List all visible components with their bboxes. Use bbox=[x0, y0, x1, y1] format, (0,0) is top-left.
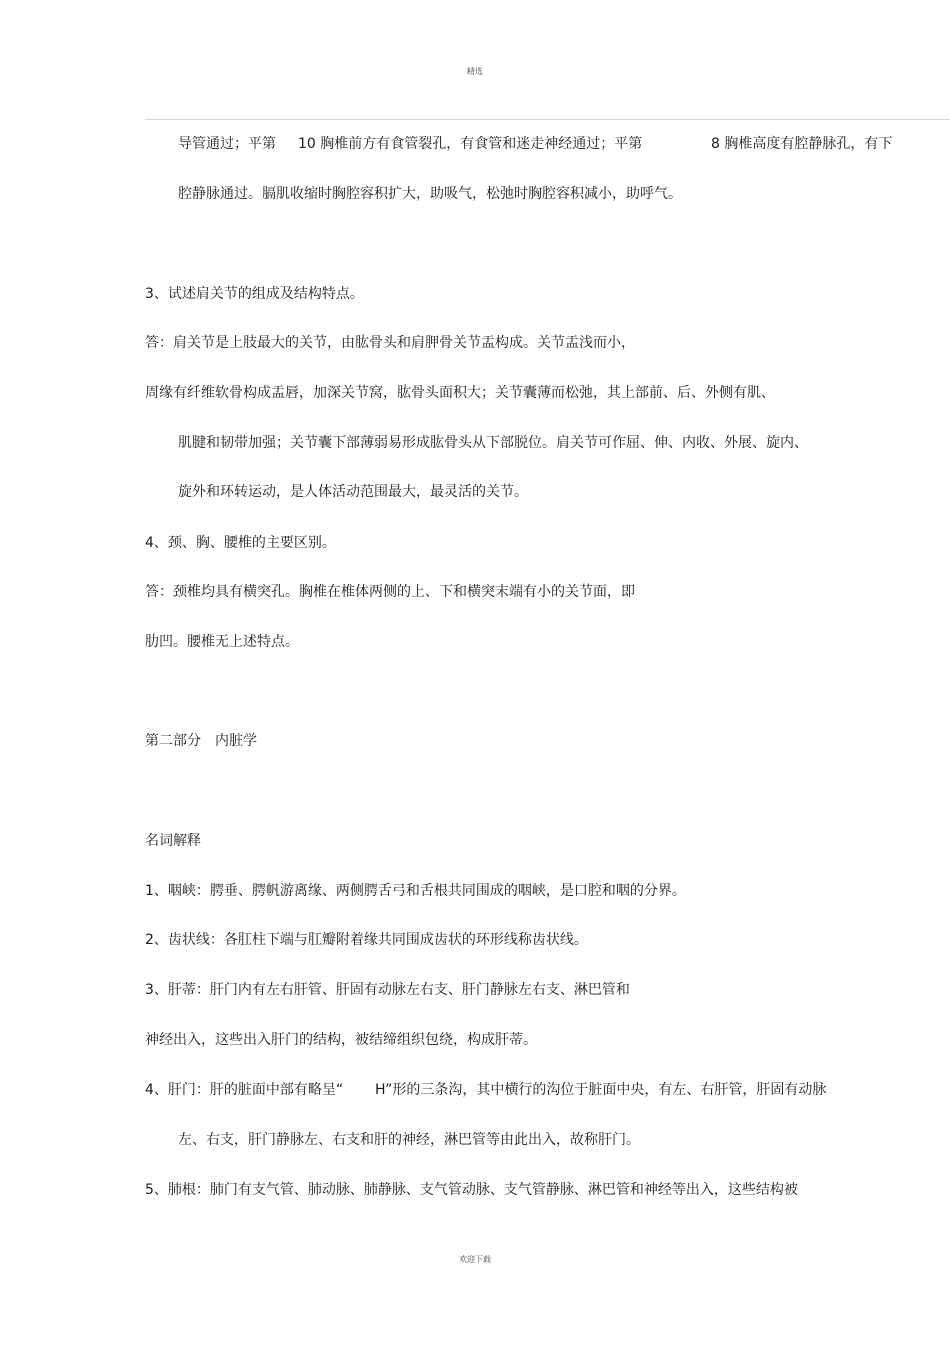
subsection-heading: 名词解释 bbox=[145, 833, 201, 849]
question-heading: 3、试述肩关节的组成及结构特点。 bbox=[145, 286, 364, 302]
term-definition: 2、齿状线：各肛柱下端与肛瓣附着缘共同围成齿状的环形线称齿状线。 bbox=[145, 932, 588, 948]
term-definition: 5、肺根：肺门有支气管、肺动脉、肺静脉、支气管动脉、支气管静脉、淋巴管和神经等出入，这些结构被 bbox=[145, 1182, 798, 1198]
answer-line: 答：肩关节是上肢最大的关节，由肱骨头和肩胛骨关节盂构成。关节盂浅而小， bbox=[145, 335, 635, 351]
section-heading: 第二部分 内脏学 bbox=[145, 733, 257, 749]
term-definition: 左、右支，肝门静脉左、右支和肝的神经，淋巴管等由此出入，故称肝门。 bbox=[178, 1132, 640, 1148]
answer-line: 答：颈椎均具有横突孔。胸椎在椎体两侧的上、下和横突末端有小的关节面，即 bbox=[145, 584, 635, 600]
answer-line: 肌腱和韧带加强；关节囊下部薄弱易形成肱骨头从下部脱位。肩关节可作屈、伸、内收、外展、旋内、 bbox=[178, 435, 808, 451]
term-definition: 3、肝蒂：肝门内有左右肝管、肝固有动脉左右支、肝门静脉左右支、淋巴管和 bbox=[145, 982, 630, 998]
term-definition: 1、咽峡：腭垂、腭帆游离缘、两侧腭舌弓和舌根共同围成的咽峡，是口腔和咽的分界。 bbox=[145, 883, 686, 899]
paragraph-line: 8 胸椎高度有腔静脉孔，有下 bbox=[711, 136, 893, 152]
paragraph-line: 导管通过；平第 bbox=[178, 136, 276, 152]
paragraph-line: 10 胸椎前方有食管裂孔，有食管和迷走神经通过；平第 bbox=[298, 136, 643, 152]
answer-line: 周缘有纤维软骨构成盂唇，加深关节窝，肱骨头面积大；关节囊薄而松弛，其上部前、后、外侧有肌、 bbox=[145, 385, 775, 401]
paragraph-line: 腔静脉通过。膈肌收缩时胸腔容积扩大，助吸气，松弛时胸腔容积减小，助呼气。 bbox=[178, 186, 682, 202]
question-heading: 4、颈、胸、腰椎的主要区别。 bbox=[145, 535, 336, 551]
page-footer: 欢迎下载 bbox=[459, 1255, 491, 1264]
answer-line: 旋外和环转运动，是人体活动范围最大，最灵活的关节。 bbox=[178, 484, 528, 500]
term-definition: 神经出入，这些出入肝门的结构，被结缔组织包绕，构成肝蒂。 bbox=[145, 1032, 537, 1048]
page-header: 精选 bbox=[467, 67, 483, 76]
header-divider bbox=[145, 119, 950, 120]
term-definition: H”形的三条沟，其中横行的沟位于脏面中央，有左、右肝管，肝固有动脉 bbox=[375, 1082, 827, 1098]
answer-line: 肋凹。腰椎无上述特点。 bbox=[145, 634, 299, 650]
term-definition: 4、肝门：肝的脏面中部有略呈“ bbox=[145, 1082, 344, 1098]
